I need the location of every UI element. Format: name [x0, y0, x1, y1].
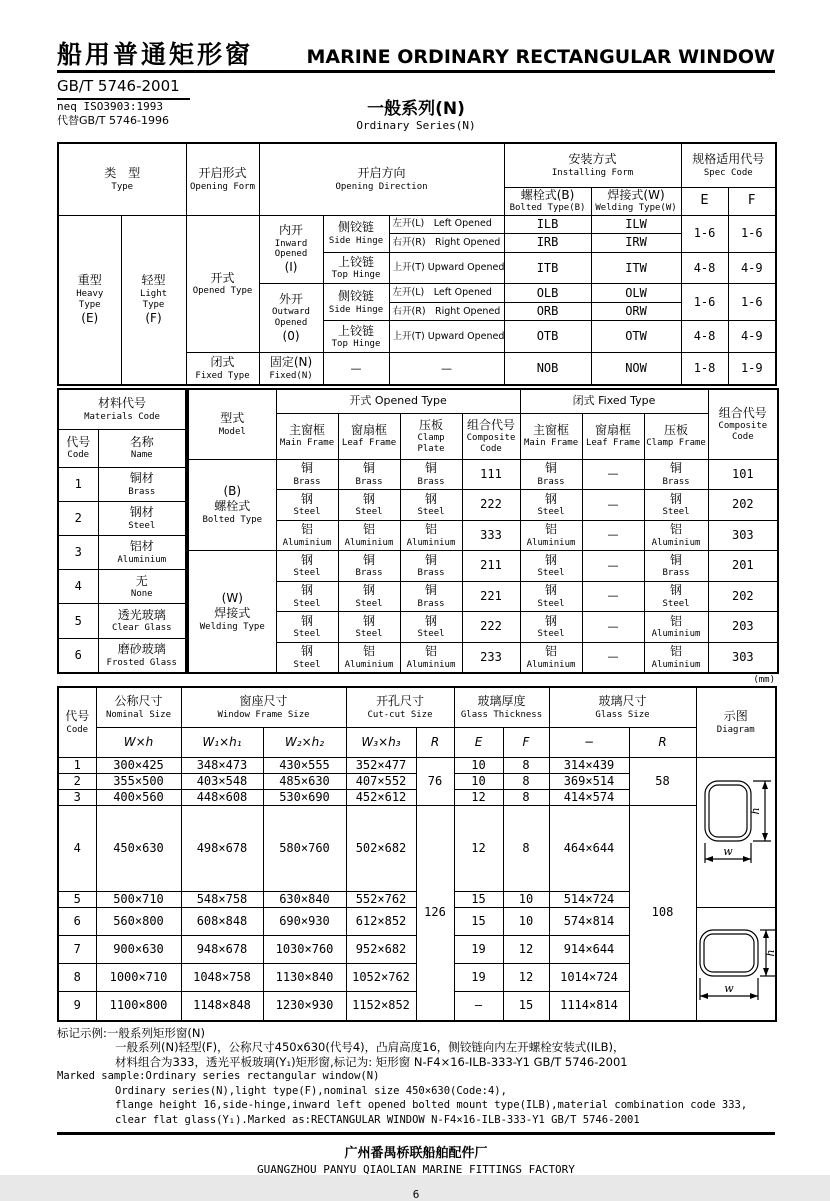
direction-inward: 内开 Inward Opened (I) [259, 215, 323, 284]
model-cell: 铝 Aluminium [400, 520, 462, 550]
dim-w3h3: 952×682 [346, 936, 416, 964]
dim-w2h2: 430×555 [263, 757, 346, 773]
dim-col-code: 代号 Code [58, 687, 96, 757]
dim-w2h2: 630×840 [263, 892, 346, 908]
model-cell: 铝 Aluminium [520, 642, 582, 673]
bolted-type-label: (B) 螺栓式 Bolted Type [188, 459, 276, 550]
composite-code: 202 [708, 490, 778, 520]
material-name: 钢材 Steel [98, 501, 186, 535]
window-diagram-landscape [698, 922, 778, 1006]
model-dash: — [582, 612, 644, 642]
sub-w3h3: W₃×h₃ [346, 727, 416, 757]
code-itw: ITW [591, 252, 681, 284]
dim-w3h3: 452×612 [346, 789, 416, 805]
model-cell: 钢 Steel [338, 581, 400, 611]
direction-upward: 上开(T) Upward Opened [389, 252, 504, 284]
dim-glass-size: 574×814 [549, 908, 629, 936]
dim-w3h3: 1052×762 [346, 964, 416, 992]
dim-w2h2: 580×760 [263, 805, 346, 892]
model-col-header: 型式 Model [188, 389, 276, 459]
dim-glass-size: 1014×724 [549, 964, 629, 992]
spec-outward-side-e: 1-6 [681, 284, 728, 321]
materials-col-name: 名称 Name [98, 429, 186, 467]
model-cell: 钢 Steel [338, 490, 400, 520]
opened-main-frame: 主窗框 Main Frame [276, 413, 338, 459]
dim-w3h3: 612×852 [346, 908, 416, 936]
dim-w2h2: 1030×760 [263, 936, 346, 964]
model-cell: 铜 Brass [276, 459, 338, 489]
dim-nominal: 900×630 [96, 936, 181, 964]
model-cell: 钢 Steel [276, 612, 338, 642]
composite-code: 111 [462, 459, 520, 489]
model-cell: 铜 Brass [338, 551, 400, 581]
footer-rule [57, 1132, 775, 1135]
dim-w2h2: 1230×930 [263, 992, 346, 1021]
model-cell: 钢 Steel [520, 551, 582, 581]
dim-e: 10 [454, 773, 503, 789]
dim-e: 12 [454, 805, 503, 892]
materials-title: 材料代号 Materials Code [58, 389, 186, 429]
dim-f: 10 [503, 908, 549, 936]
code-otb: OTB [504, 321, 591, 353]
standard-replaces: 代替GB/T 5746-1996 [57, 113, 169, 127]
hinge-side-outward: 侧铰链 Side Hinge [323, 284, 389, 321]
diagram-landscape-window [696, 908, 776, 1021]
height-dimension [760, 930, 777, 976]
dim-e: 12 [454, 789, 503, 805]
material-name: 铝材 Aluminium [98, 536, 186, 570]
factory-name-en: GUANGZHOU PANYU QIAOLIAN MARINE FITTINGS FACTORY [257, 1163, 575, 1177]
dim-e: 10 [454, 757, 503, 773]
h-label: h [748, 807, 762, 815]
sub-r-cut: R [416, 727, 454, 757]
model-cell: 铝 Aluminium [644, 612, 708, 642]
code-nob: NOB [504, 353, 591, 385]
dim-r-glass-small: 58 [629, 757, 696, 805]
dim-e: 15 [454, 908, 503, 936]
model-cell: 钢 Steel [644, 581, 708, 611]
code-now: NOW [591, 353, 681, 385]
diagram-portrait-window [696, 757, 776, 908]
model-row [188, 642, 778, 673]
direction-right: 右开(R) Right Opened [389, 234, 504, 253]
model-row [188, 520, 778, 550]
model-dash: — [582, 459, 644, 489]
dim-glass-size: 464×644 [549, 805, 629, 892]
material-name: 无 None [98, 570, 186, 604]
materials-model-tables [57, 388, 775, 674]
dim-e: 19 [454, 936, 503, 964]
dim-glass-size: 514×724 [549, 892, 629, 908]
dim-nominal: 1100×800 [96, 992, 181, 1021]
model-dash: — [582, 490, 644, 520]
model-dash: — [582, 642, 644, 673]
dim-e: 15 [454, 892, 503, 908]
dim-w3h3: 552×762 [346, 892, 416, 908]
direction-right-outward: 右开(R) Right Opened [389, 302, 504, 321]
material-row [58, 501, 186, 535]
composite-code: 221 [462, 581, 520, 611]
dim-w2h2: 1130×840 [263, 964, 346, 992]
col-header-installing-form: 安装方式 Installing Form [504, 143, 681, 187]
width-dimension [705, 843, 751, 863]
direction-fixed: 固定(N) Fixed(N) [259, 353, 323, 385]
hinge-side: 侧铰链 Side Hinge [323, 215, 389, 252]
sub-e: E [454, 727, 503, 757]
title-bar [57, 0, 775, 73]
model-cell: 铜 Brass [400, 581, 462, 611]
model-row [188, 459, 778, 489]
spec-outward-side-f: 1-6 [728, 284, 776, 321]
dim-w1h1: 948×678 [181, 936, 263, 964]
model-cell: 钢 Steel [276, 581, 338, 611]
dim-glass-size: 314×439 [549, 757, 629, 773]
dim-col-diagram: 示图 Diagram [696, 687, 776, 757]
dim-glass-size: 1114×814 [549, 992, 629, 1021]
col-header-spec-code: 规格适用代号 Spec Code [681, 143, 776, 187]
dim-code: 9 [58, 992, 96, 1021]
model-cell: 钢 Steel [520, 490, 582, 520]
model-cell: 铝 Aluminium [400, 642, 462, 673]
sub-w2h2: W₂×h₂ [263, 727, 346, 757]
opened-leaf-frame: 窗扇框 Leaf Frame [338, 413, 400, 459]
model-cell: 铝 Aluminium [520, 520, 582, 550]
dim-r-cut-small: 76 [416, 757, 454, 805]
model-cell: 铜 Brass [520, 459, 582, 489]
spec-inward-side-f: 1-6 [728, 215, 776, 252]
dim-w2h2: 485×630 [263, 773, 346, 789]
model-cell: 铝 Aluminium [644, 520, 708, 550]
dim-code: 4 [58, 805, 96, 892]
dim-f: 8 [503, 757, 549, 773]
dim-nominal: 300×425 [96, 757, 181, 773]
model-cell: 铜 Brass [400, 551, 462, 581]
series-heading [57, 99, 775, 132]
note-line: Marked sample:Ordinary series rectangular window(N) [57, 1070, 380, 1083]
material-code: 3 [58, 536, 98, 570]
series-title-en: Ordinary Series(N) [356, 119, 476, 133]
composite-code: 211 [462, 551, 520, 581]
spec-outward-top-f: 4-9 [728, 321, 776, 353]
model-cell: 铜 Brass [644, 459, 708, 489]
material-code: 2 [58, 501, 98, 535]
outer-frame [700, 930, 758, 976]
model-cell: 铜 Brass [644, 551, 708, 581]
model-dash: — [582, 581, 644, 611]
material-name: 磨砂玻璃 Frosted Glass [98, 638, 186, 673]
note-line: 材料组合为333，透光平板玻璃(Y₁)矩形窗,标记为: 矩形窗 N-F4×16-ILB-333-Y1 GB/T 5746-2001 [115, 1054, 628, 1069]
dim-col-frame: 窗座尺寸 Window Frame Size [181, 687, 346, 727]
code-ilb: ILB [504, 215, 591, 234]
factory-name-cn: 广州番禺桥联船舶配件厂 [344, 1146, 488, 1162]
note-line: flange height 16,side-hinge,inward left opened bolted mount type(ILB),material combination code 333, [115, 1099, 748, 1112]
type-opening-table [57, 142, 777, 386]
glass-pane [709, 785, 747, 837]
dim-f: 12 [503, 936, 549, 964]
col-header-opening-direction: 开启方向 Opening Direction [259, 143, 504, 215]
dim-f: 15 [503, 992, 549, 1021]
model-cell: 钢 Steel [400, 612, 462, 642]
note-line: Ordinary series(N),light type(F),nominal size 450×630(Code:4), [115, 1084, 507, 1097]
composite-code: 201 [708, 551, 778, 581]
model-cell: 钢 Steel [338, 612, 400, 642]
page-title-cn: 船用普通矩形窗 [57, 40, 254, 69]
sub-wh: W×h [96, 727, 181, 757]
model-row [188, 581, 778, 611]
material-code: 1 [58, 467, 98, 501]
dim-row [58, 757, 776, 773]
dim-col-thickness: 玻璃厚度 Glass Thickness [454, 687, 549, 727]
material-code: 5 [58, 604, 98, 638]
composite-code: 303 [708, 520, 778, 550]
fixed-clamp-frame: 压板 Clamp Frame [644, 413, 708, 459]
dim-w2h2: 530×690 [263, 789, 346, 805]
model-cell: 铝 Aluminium [338, 520, 400, 550]
fixed-hinge-dash: — [323, 353, 389, 385]
dim-e: 19 [454, 964, 503, 992]
hinge-top: 上铰链 Top Hinge [323, 252, 389, 284]
height-dimension [749, 781, 771, 841]
dim-w3h3: 1152×852 [346, 992, 416, 1021]
dim-r-glass-large: 108 [629, 805, 696, 1021]
spec-inward-top-e: 4-8 [681, 252, 728, 284]
model-dash: — [582, 551, 644, 581]
dim-w3h3: 407×552 [346, 773, 416, 789]
composite-code: 222 [462, 612, 520, 642]
code-olw: OLW [591, 284, 681, 303]
col-header-type: 类 型 Type [58, 143, 186, 215]
direction-outward: 外开 Outward Opened (0) [259, 284, 323, 353]
opened-clamp-plate: 压板 Clamp Plate [400, 413, 462, 459]
dim-w1h1: 548×758 [181, 892, 263, 908]
page-content [57, 0, 775, 1201]
series-title-cn: 一般系列(N) [367, 99, 465, 119]
sub-f: F [503, 727, 549, 757]
material-code: 6 [58, 638, 98, 673]
h-label: h [763, 949, 777, 957]
spec-fixed-f: 1-9 [728, 353, 776, 385]
w-label: w [722, 845, 733, 859]
model-cell: 铝 Aluminium [276, 520, 338, 550]
model-cell: 钢 Steel [276, 642, 338, 673]
code-olb: OLB [504, 284, 591, 303]
page-title-en: MARINE ORDINARY RECTANGULAR WINDOW [306, 46, 775, 68]
fixed-leaf-frame: 窗扇框 Leaf Frame [582, 413, 644, 459]
dim-col-glass: 玻璃尺寸 Glass Size [549, 687, 696, 727]
standard-number: GB/T 5746-2001 [57, 77, 190, 100]
model-composite-table [187, 388, 779, 674]
composite-code: 203 [708, 612, 778, 642]
dim-nominal: 400×560 [96, 789, 181, 805]
dim-e: — [454, 992, 503, 1021]
col-header-bolted: 螺栓式(B) Bolted Type(B) [504, 187, 591, 215]
material-row [58, 604, 186, 638]
model-cell: 钢 Steel [400, 490, 462, 520]
dim-w1h1: 403×548 [181, 773, 263, 789]
dim-w1h1: 448×608 [181, 789, 263, 805]
dim-nominal: 500×710 [96, 892, 181, 908]
dim-code: 7 [58, 936, 96, 964]
type-heavy: 重型 Heavy Type (E) [58, 215, 121, 385]
dim-code: 8 [58, 964, 96, 992]
dim-glass-size: 914×644 [549, 936, 629, 964]
material-name: 透光玻璃 Clear Glass [98, 604, 186, 638]
direction-left: 左开(L) Left Opened [389, 215, 504, 234]
model-dash: — [582, 520, 644, 550]
fixed-direction-dash: — [389, 353, 504, 385]
spec-inward-side-e: 1-6 [681, 215, 728, 252]
model-cell: 钢 Steel [520, 612, 582, 642]
composite-code: 233 [462, 642, 520, 673]
note-line: 一般系列(N)轻型(F)，公称尺寸450x630(代号4)，凸肩高度16，侧铰链向内左开螺栓安装式(ILB)， [115, 1040, 625, 1055]
model-opened-group: 开式 Opened Type [276, 389, 520, 413]
dim-r-cut-large: 126 [416, 805, 454, 1021]
dim-f: 8 [503, 773, 549, 789]
code-orw: ORW [591, 302, 681, 321]
spec-fixed-e: 1-8 [681, 353, 728, 385]
opened-composite: 组合代号 Composite Code [462, 413, 520, 459]
material-row [58, 638, 186, 673]
model-row [188, 551, 778, 581]
dim-w3h3: 352×477 [346, 757, 416, 773]
code-orb: ORB [504, 302, 591, 321]
materials-col-code: 代号 Code [58, 429, 98, 467]
material-row [58, 536, 186, 570]
dim-w2h2: 690×930 [263, 908, 346, 936]
dim-row [58, 805, 776, 892]
model-cell: 铝 Aluminium [644, 642, 708, 673]
dim-w1h1: 608×848 [181, 908, 263, 936]
dim-nominal: 1000×710 [96, 964, 181, 992]
col-header-e: E [681, 187, 728, 215]
model-cell: 铜 Brass [400, 459, 462, 489]
form-opened-type: 开式 Opened Type [186, 215, 259, 353]
model-cell: 钢 Steel [276, 551, 338, 581]
model-cell: 钢 Steel [520, 581, 582, 611]
sub-w1h1: W₁×h₁ [181, 727, 263, 757]
composite-code: 202 [708, 581, 778, 611]
dim-code: 6 [58, 908, 96, 936]
note-line: 标记示例:一般系列矩形窗(N) [57, 1025, 205, 1040]
dim-code: 2 [58, 773, 96, 789]
dim-col-nominal: 公称尺寸 Nominal Size [96, 687, 181, 727]
model-fixed-group: 闭式 Fixed Type [520, 389, 708, 413]
dim-nominal: 450×630 [96, 805, 181, 892]
materials-code-table [57, 388, 187, 674]
page-number: 6 [412, 1188, 420, 1201]
dim-f: 8 [503, 789, 549, 805]
dimensions-table [57, 686, 777, 1022]
dim-code: 3 [58, 789, 96, 805]
fixed-main-frame: 主窗框 Main Frame [520, 413, 582, 459]
material-row [58, 570, 186, 604]
model-cell: 铜 Brass [338, 459, 400, 489]
dim-w1h1: 498×678 [181, 805, 263, 892]
dim-w1h1: 1148×848 [181, 992, 263, 1021]
outer-frame [705, 781, 751, 841]
code-ilw: ILW [591, 215, 681, 234]
dim-w1h1: 348×473 [181, 757, 263, 773]
hinge-top-outward: 上铰链 Top Hinge [323, 321, 389, 353]
model-row [188, 612, 778, 642]
col-header-welding: 焊接式(W) Welding Type(W) [591, 187, 681, 215]
dim-glass-size: 414×574 [549, 789, 629, 805]
glass-pane [704, 934, 754, 972]
direction-upward-outward: 上开(T) Upward Opened [389, 321, 504, 353]
composite-code: 222 [462, 490, 520, 520]
w-label: w [723, 981, 734, 995]
dim-col-cutout: 开孔尺寸 Cut-cut Size [346, 687, 454, 727]
code-itb: ITB [504, 252, 591, 284]
welding-type-label: (W) 焊接式 Welding Type [188, 551, 276, 674]
code-irb: IRB [504, 234, 591, 253]
spec-outward-top-e: 4-8 [681, 321, 728, 353]
model-row [188, 490, 778, 520]
spec-inward-top-f: 4-9 [728, 252, 776, 284]
model-cell: 铝 Aluminium [338, 642, 400, 673]
col-header-f: F [728, 187, 776, 215]
dim-nominal: 355×500 [96, 773, 181, 789]
form-fixed-type: 闭式 Fixed Type [186, 353, 259, 385]
model-composite-final: 组合代号 Composite Code [708, 389, 778, 459]
standard-equivalence: neq ISO3903:1993 [57, 99, 163, 113]
window-diagram-portrait [698, 771, 776, 893]
dim-nominal: 560×800 [96, 908, 181, 936]
dim-w3h3: 502×682 [346, 805, 416, 892]
composite-code: 303 [708, 642, 778, 673]
code-otw: OTW [591, 321, 681, 353]
material-row [58, 467, 186, 501]
dim-code: 5 [58, 892, 96, 908]
material-code: 4 [58, 570, 98, 604]
unit-label: (mm) [753, 675, 775, 686]
sub-glass-dash: − [549, 727, 629, 757]
model-cell: 钢 Steel [644, 490, 708, 520]
note-line: clear flat glass(Y₁).Marked as:RECTANGULAR WINDOW N-F4×16-ILB-333-Y1 GB/T 5746-2001 [115, 1113, 640, 1126]
model-cell: 钢 Steel [276, 490, 338, 520]
col-header-opening-form: 开启形式 Opening Form [186, 143, 259, 215]
material-name: 铜材 Brass [98, 467, 186, 501]
dim-f: 12 [503, 964, 549, 992]
dim-f: 8 [503, 805, 549, 892]
composite-code: 333 [462, 520, 520, 550]
width-dimension [700, 978, 758, 1000]
dim-w1h1: 1048×758 [181, 964, 263, 992]
sub-r-glass: R [629, 727, 696, 757]
composite-code: 101 [708, 459, 778, 489]
dim-code: 1 [58, 757, 96, 773]
code-irw: IRW [591, 234, 681, 253]
dim-f: 10 [503, 892, 549, 908]
type-light: 轻型 Light Type (F) [121, 215, 186, 385]
marking-notes [57, 1026, 775, 1128]
direction-left-outward: 左开(L) Left Opened [389, 284, 504, 303]
dim-glass-size: 369×514 [549, 773, 629, 789]
